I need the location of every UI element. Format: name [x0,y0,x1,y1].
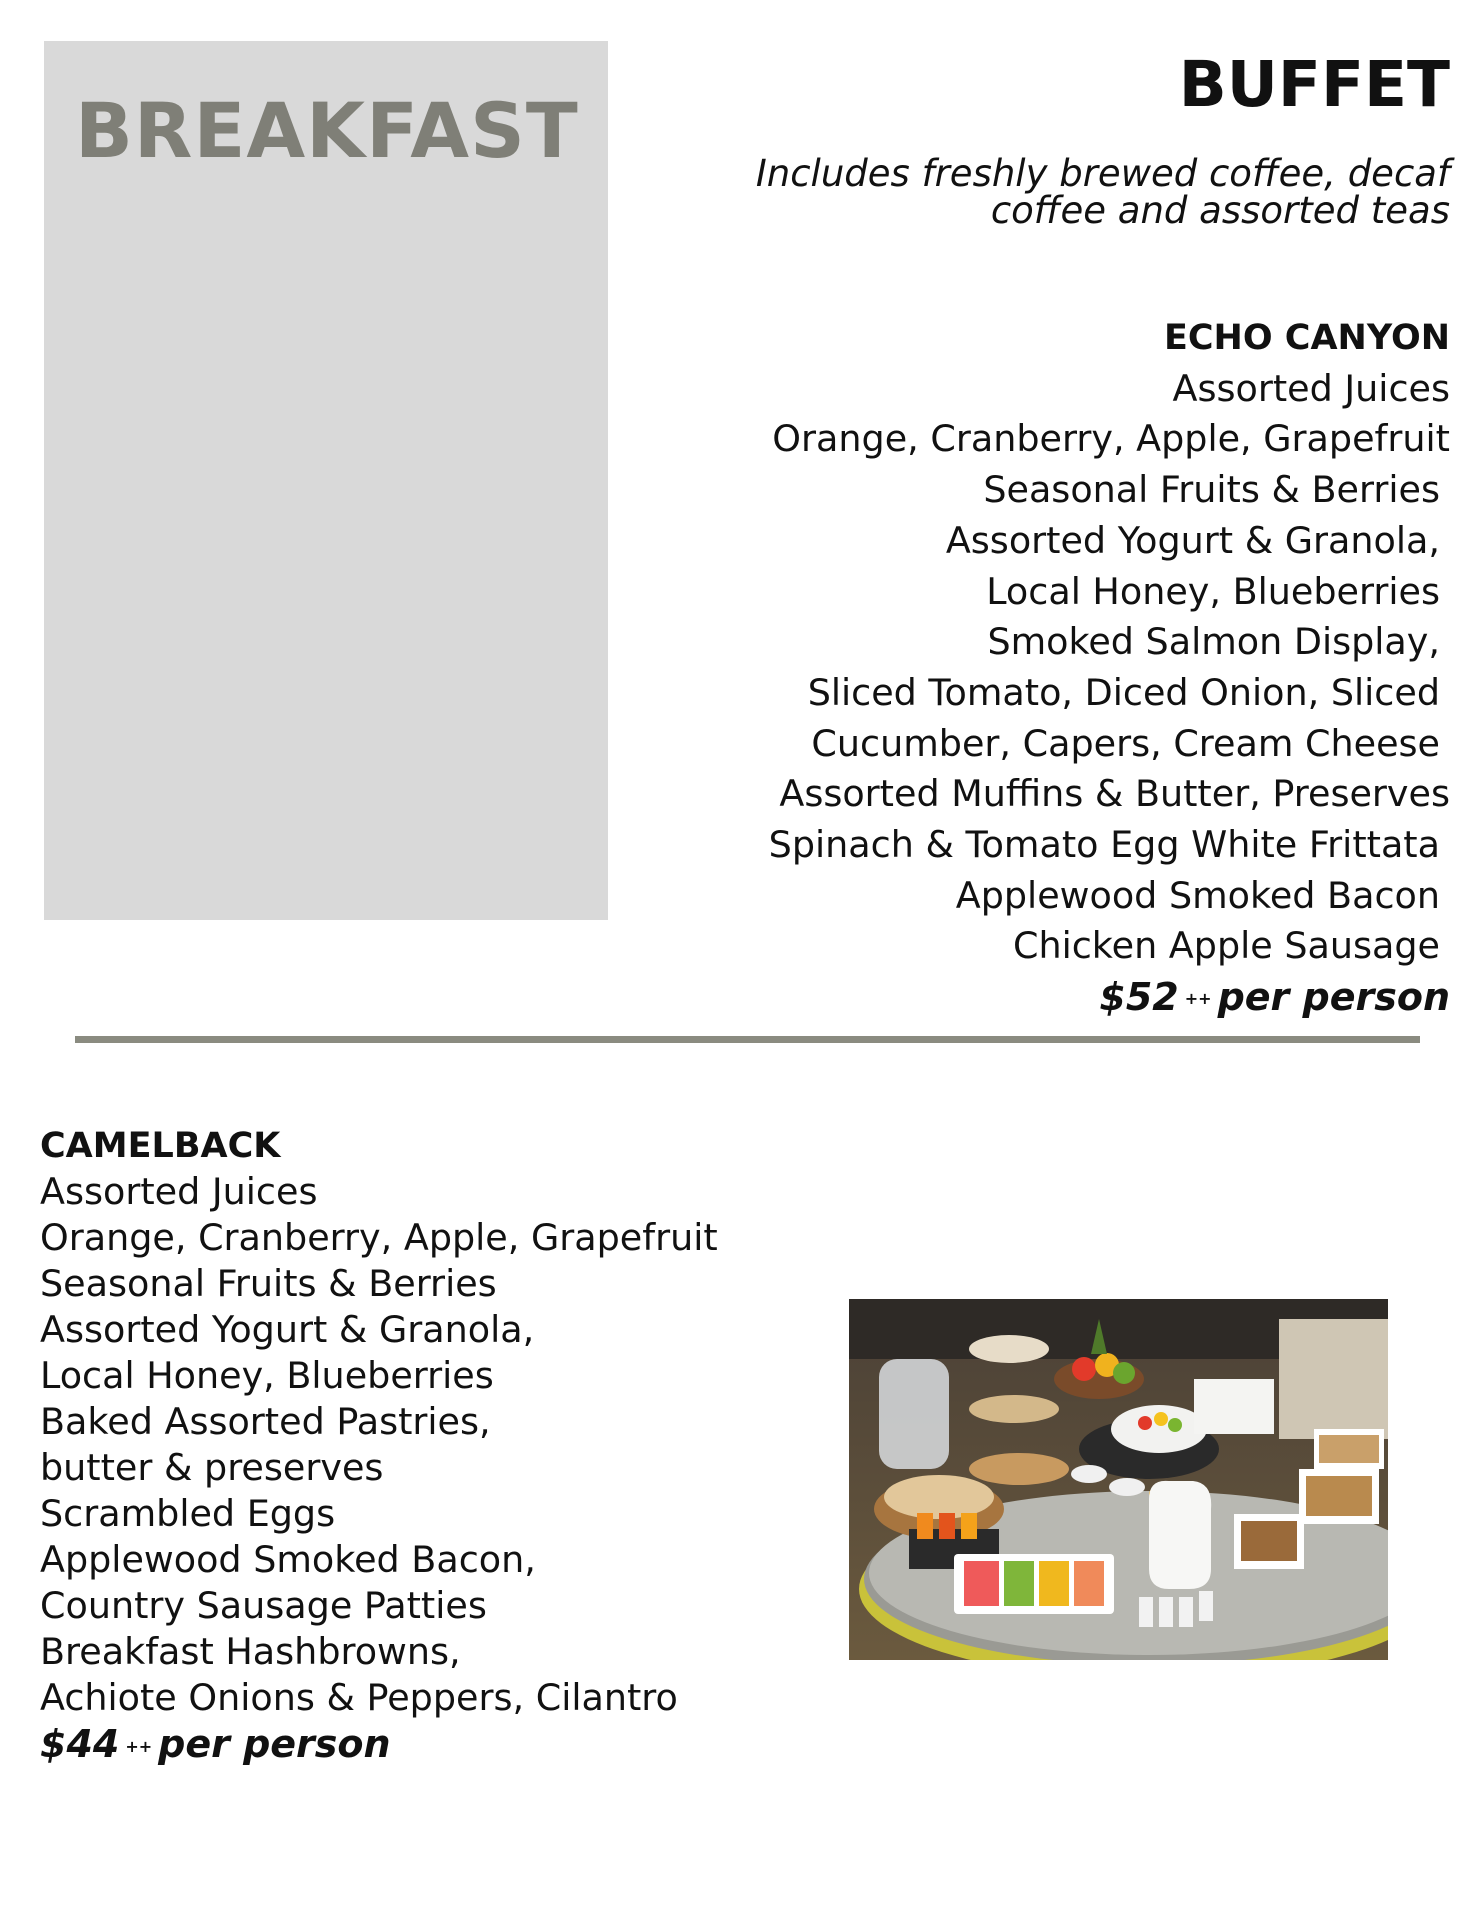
buffet-title: BUFFET [1178,48,1450,121]
buffet-photo-illustration [849,1299,1388,1660]
echo-item: Assorted Muffins & Butter, Preserves [779,772,1450,816]
camel-item: Scrambled Eggs [40,1492,336,1535]
echo-price-suffix: ++ [1184,989,1212,1009]
camel-item: Breakfast Hashbrowns, [40,1630,461,1673]
camel-price [40,1721,800,1770]
buffet-photo [849,1299,1388,1660]
camel-price-unit: per person [158,1722,391,1766]
camel-item: Local Honey, Blueberries [40,1354,494,1397]
echo-item: Local Honey, Blueberries [986,569,1440,613]
camel-item: Baked Assorted Pastries, [40,1400,491,1443]
camel-item: Assorted Juices [40,1170,318,1213]
breakfast-title: BREAKFAST [75,86,579,175]
includes-line-2: coffee and assorted teas [990,189,1450,232]
echo-item: Spinach & Tomato Egg White Frittata [768,823,1440,867]
camel-item: Seasonal Fruits & Berries [40,1262,497,1305]
includes-note [690,152,1450,232]
echo-item: Assorted Yogurt & Granola, [945,518,1440,562]
camel-item: butter & preserves [40,1446,384,1489]
camel-price-value: $44 [40,1722,120,1766]
echo-price [690,972,1450,1025]
camel-item: Country Sausage Patties [40,1584,487,1627]
camel-price-suffix: ++ [125,1736,153,1756]
echo-item: Sliced Tomato, Diced Onion, Sliced [807,670,1440,714]
camel-item: Orange, Cranberry, Apple, Grapefruit [40,1216,718,1259]
camelback-menu [40,1123,800,1770]
camel-item: Achiote Onions & Peppers, Cilantro [40,1676,678,1719]
echo-canyon-menu [690,313,1450,1025]
camel-item: Assorted Yogurt & Granola, [40,1308,535,1351]
section-divider [75,1036,1420,1043]
camel-item: Applewood Smoked Bacon, [40,1538,536,1581]
echo-item: Smoked Salmon Display, [987,620,1440,664]
echo-item: Chicken Apple Sausage [1012,924,1440,968]
echo-price-unit: per person [1217,975,1450,1020]
includes-line-1: Includes freshly brewed coffee, decaf [755,152,1450,195]
echo-item: Applewood Smoked Bacon [955,873,1440,917]
echo-item: Seasonal Fruits & Berries [983,468,1440,512]
echo-canyon-title: ECHO CANYON [1163,318,1450,358]
echo-item: Cucumber, Capers, Cream Cheese [811,721,1440,765]
echo-item: Assorted Juices [1172,366,1450,410]
camelback-title: CAMELBACK [40,1126,281,1166]
echo-price-value: $52 [1099,975,1179,1020]
echo-item: Orange, Cranberry, Apple, Grapefruit [772,417,1450,461]
